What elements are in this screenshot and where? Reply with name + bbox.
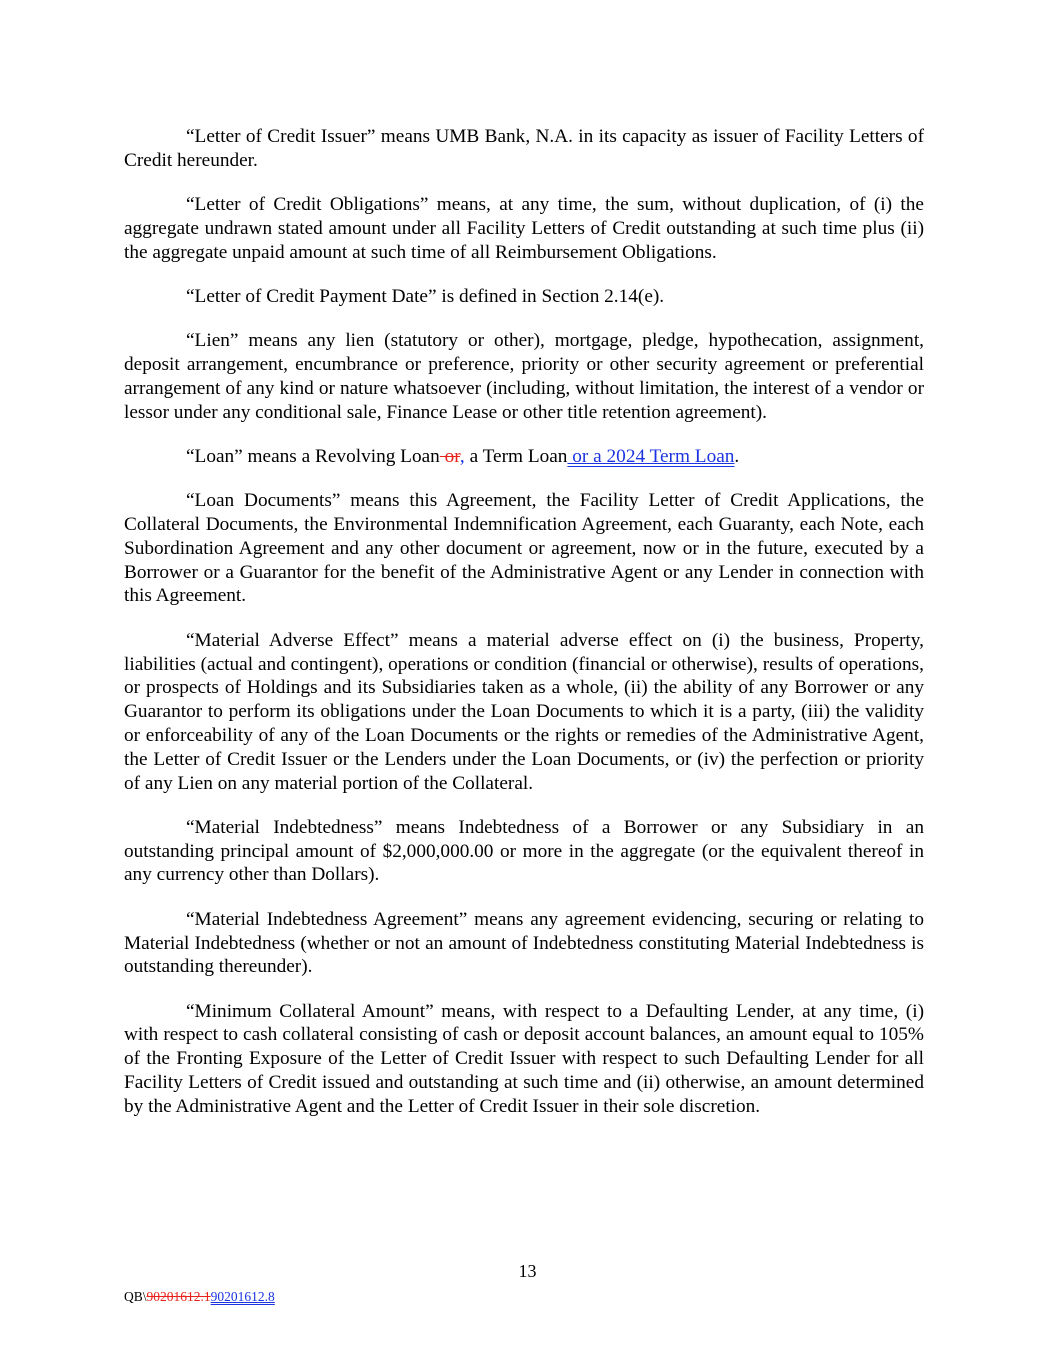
document-id	[124, 1289, 275, 1305]
definition-loan-documents: “Loan Documents” means this Agreement, the Facility Letter of Credit Applications, the Collateral Documents, the Environmental Indemnification Agreement, each Guaranty, each Note, each Subordination Agreement and any other document or agreement, now or in the future, executed by a Borrower or a Guarantor for the benefit of the Administrative Agent or any Lender in connection with this Agreement.	[124, 490, 924, 607]
document-body	[124, 125, 924, 1139]
deleted-text: or	[439, 445, 460, 467]
doc-id-deleted: 90201612.1	[146, 1289, 211, 1304]
definition-material-adverse-effect: “Material Adverse Effect” means a material adverse effect on (i) the business, Property, liabilities (actual and contingent), operations or condition (financial or otherwise), results of operations, or prospects of Holdings and its Subsidiaries taken as a whole, (ii) the ability of any Borrower or any Guarantor to perform its obligations under the Loan Documents to which it is a party, (iii) the validity or enforceability of any of the Loan Documents or the rights or remedies of the Administrative Agent, the Letter of Credit Issuer or the Lenders under the Loan Documents, or (iv) the perfection or priority of any Lien on any material portion of the Collateral.	[124, 629, 924, 794]
doc-id-inserted: 90201612.8	[210, 1289, 275, 1304]
definition-letter-of-credit-issuer: “Letter of Credit Issuer” means UMB Bank, N.A. in its capacity as issuer of Facility Letters of Credit hereunder.	[124, 126, 924, 171]
definition-loan	[124, 445, 924, 469]
definition-letter-of-credit-obligations: “Letter of Credit Obligations” means, at any time, the sum, without duplication, of (i) the aggregate undrawn stated amount under all Facility Letters of Credit outstanding at such time plus (ii) the aggregate unpaid amount at such time of all Reimbursement Obligations.	[124, 194, 924, 263]
inserted-text: or a 2024 Term Loan	[567, 445, 735, 467]
doc-id-prefix: QB\	[124, 1289, 147, 1304]
definition-letter-of-credit-payment-date: “Letter of Credit Payment Date” is defined in Section 2.14(e).	[186, 285, 665, 307]
definition-material-indebtedness: “Material Indebtedness” means Indebtedness of a Borrower or any Subsidiary in an outstanding principal amount of $2,000,000.00 or more in the aggregate (or the equivalent thereof in any currency other than Dollars).	[124, 816, 924, 886]
loan-text-end: .	[734, 445, 740, 467]
loan-text-start: “Loan” means a Revolving Loan	[186, 445, 440, 467]
page-number: 13	[518, 1261, 537, 1281]
loan-text-middle: a Term Loan	[464, 445, 568, 467]
inserted-comma: ,	[459, 445, 465, 467]
definition-lien: “Lien” means any lien (statutory or other), mortgage, pledge, hypothecation, assignment, deposit arrangement, encumbrance or preference, priority or other security agreement or preferential arrangement of any kind or nature whatsoever (including, without limitation, the interest of a vendor or lessor under any conditional sale, Finance Lease or other title retention agreement).	[124, 330, 924, 423]
definition-minimum-collateral-amount: “Minimum Collateral Amount” means, with respect to a Defaulting Lender, at any time, (i) with respect to cash collateral consisting of cash or deposit account balances, an amount equal to 105% of the Fronting Exposure of the Letter of Credit Issuer with respect to such Defaulting Lender for all Facility Letters of Credit issued and outstanding at such time and (ii) otherwise, an amount determined by the Administrative Agent and the Letter of Credit Issuer in their sole discretion.	[124, 1000, 924, 1117]
definition-material-indebtedness-agreement: “Material Indebtedness Agreement” means any agreement evidencing, securing or relating to Material Indebtedness (whether or not an amount of Indebtedness constituting Material Indebtedness is outstanding thereunder).	[124, 908, 924, 978]
